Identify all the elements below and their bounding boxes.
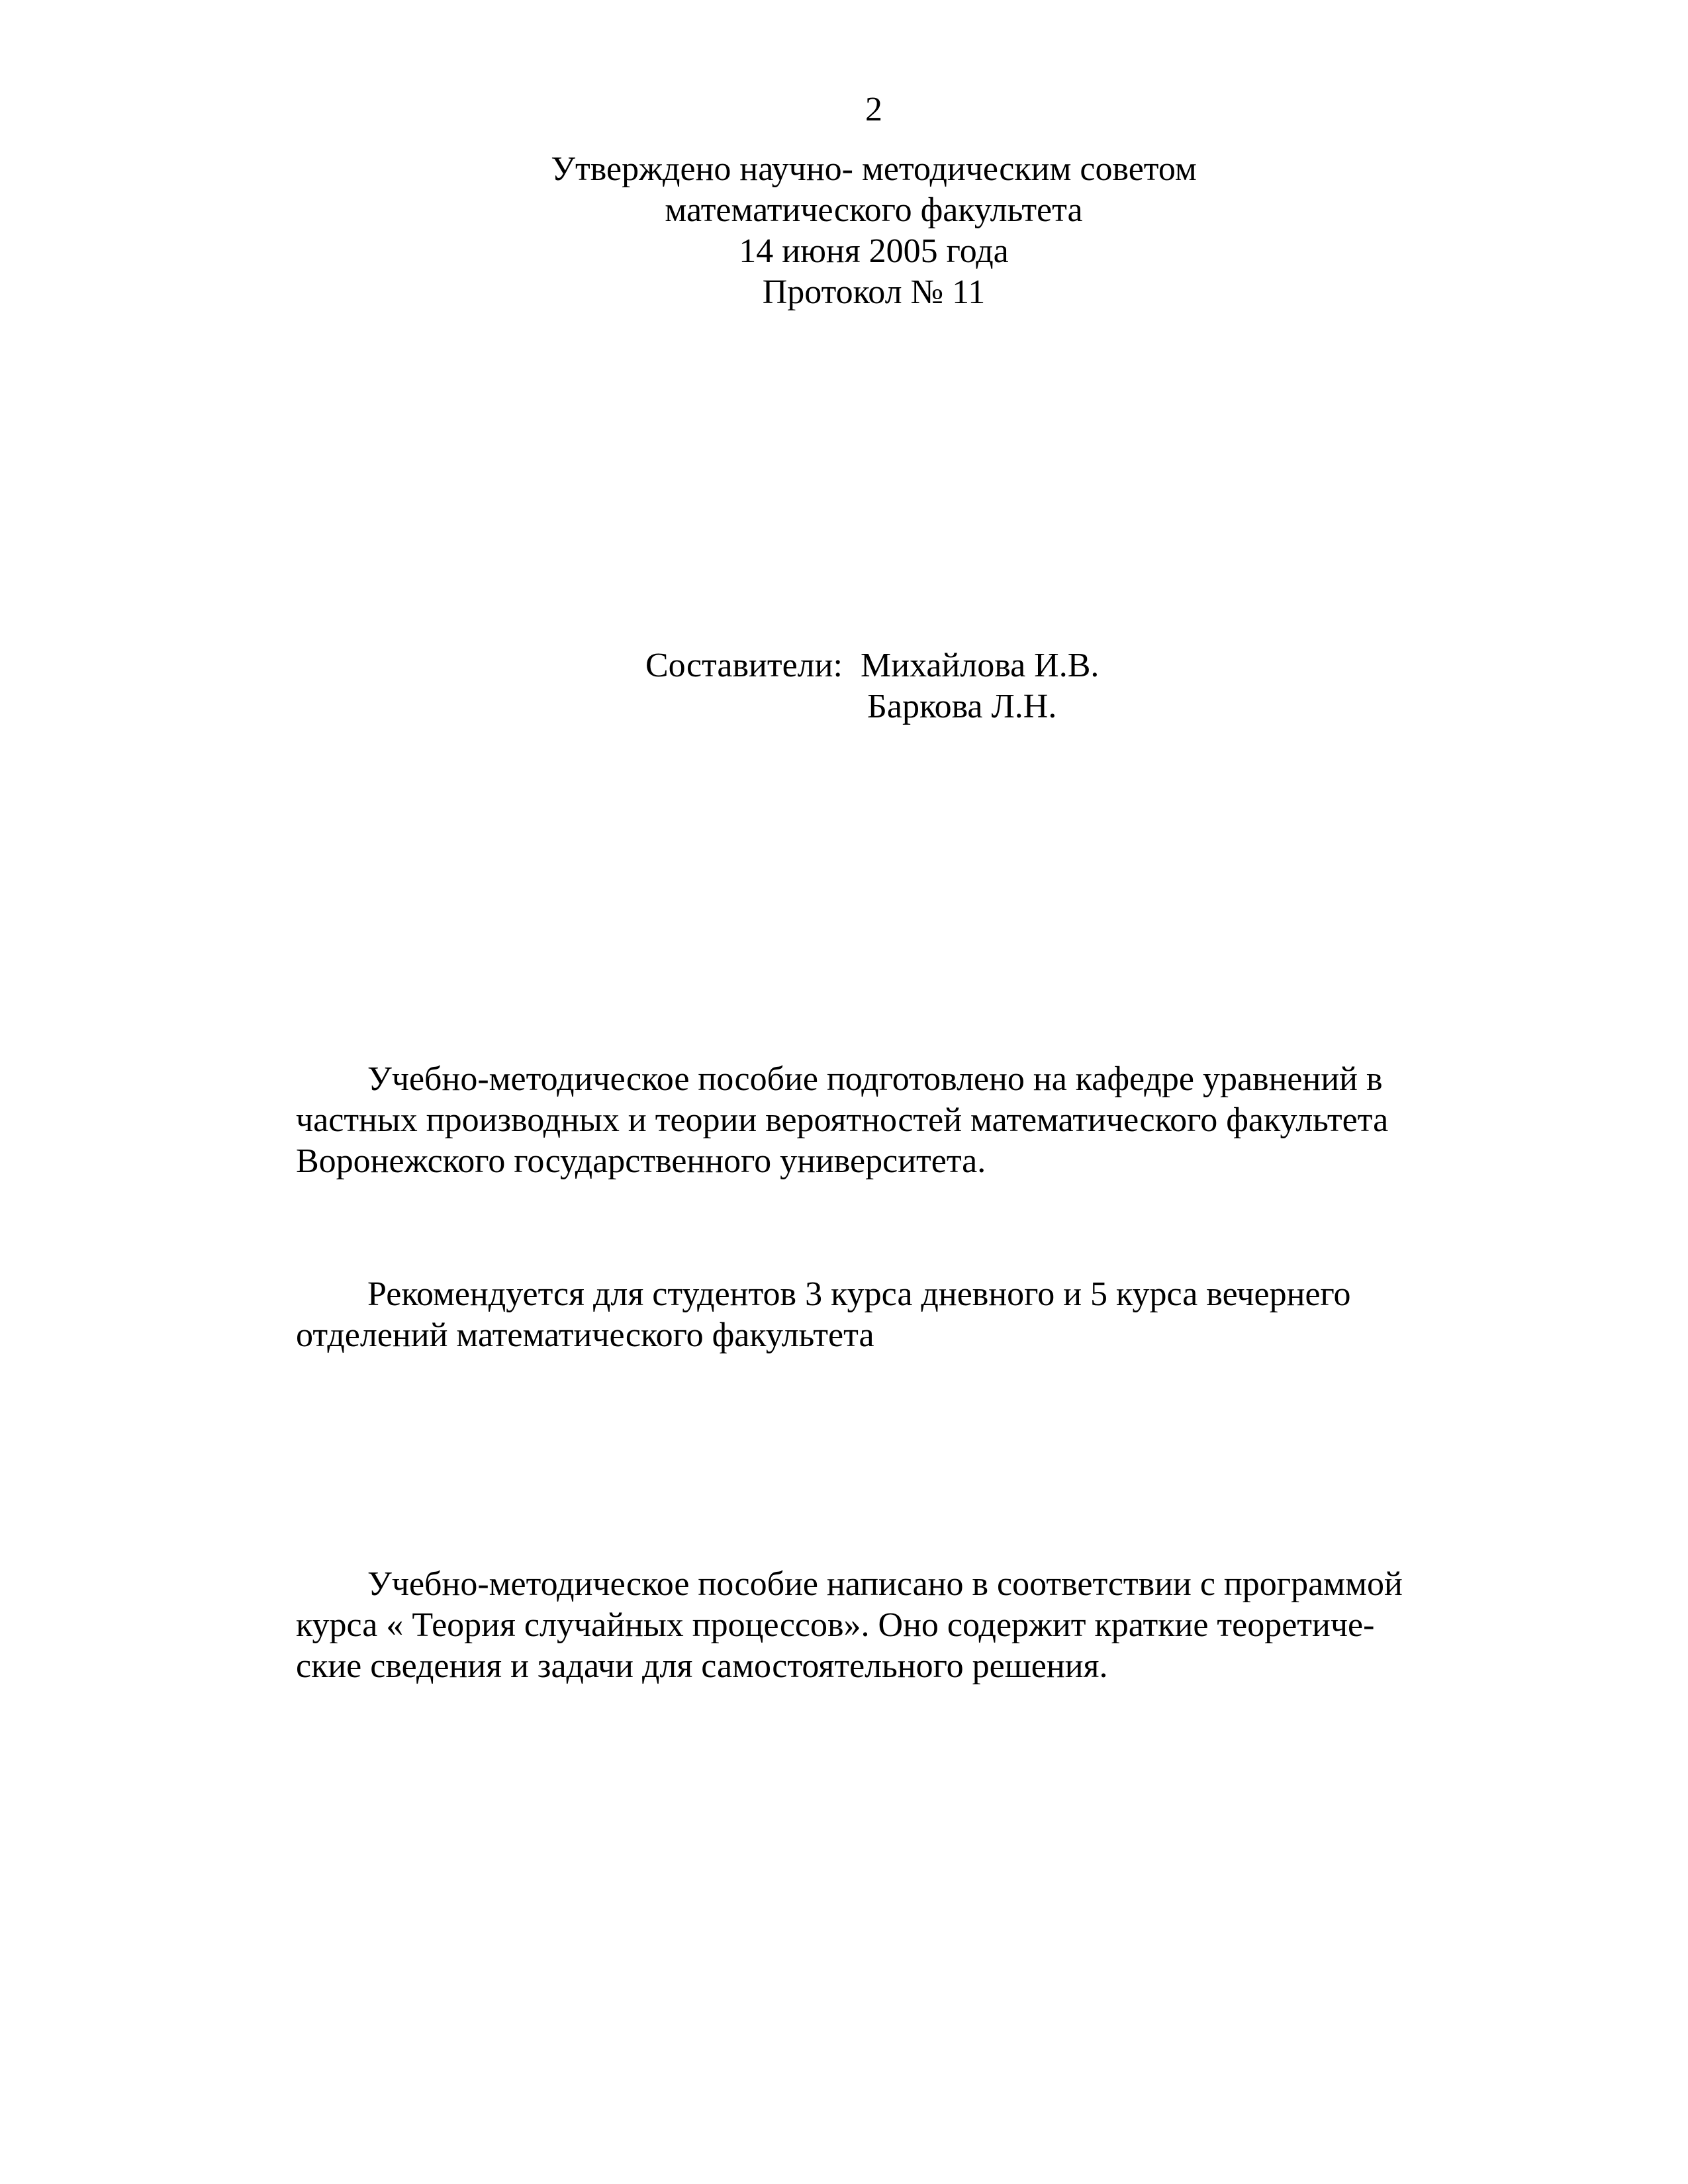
- paragraph-line: курса « Теория случайных процессов». Оно содержит краткие теоретиче-: [296, 1606, 1375, 1644]
- compiler-name: Михайлова И.В.: [861, 647, 1100, 684]
- approval-line: Утверждено научно- методическим советом: [551, 150, 1197, 188]
- paragraph-line: Учебно-методическое пособие подготовлено на кафедре уравнений в: [367, 1060, 1383, 1098]
- compilers-label: Составители:: [645, 647, 843, 684]
- compiler-name: Баркова Л.Н.: [867, 688, 1057, 725]
- paragraph-line: Рекомендуется для студентов 3 курса дневного и 5 курса вечернего: [367, 1275, 1351, 1313]
- paragraph-description: [296, 1564, 1474, 1687]
- paragraph-line: отделений математического факультета: [296, 1316, 874, 1354]
- page-number: 2: [865, 91, 882, 128]
- paragraph-recommendation: [296, 1274, 1474, 1356]
- paragraph-line: Воронежского государственного университета.: [296, 1142, 986, 1180]
- paragraph-line: ские сведения и задачи для самостоятельного решения.: [296, 1647, 1108, 1685]
- paragraph-department: [296, 1059, 1474, 1182]
- approval-line: Протокол № 11: [762, 273, 986, 311]
- approval-line: математического факультета: [665, 191, 1083, 229]
- paragraph-line: частных производных и теории вероятностей математического факультета: [296, 1101, 1389, 1139]
- approval-block: [0, 149, 1688, 313]
- paragraph-line: Учебно-методическое пособие написано в соответствии с программой: [367, 1565, 1403, 1603]
- approval-line: 14 июня 2005 года: [739, 232, 1009, 270]
